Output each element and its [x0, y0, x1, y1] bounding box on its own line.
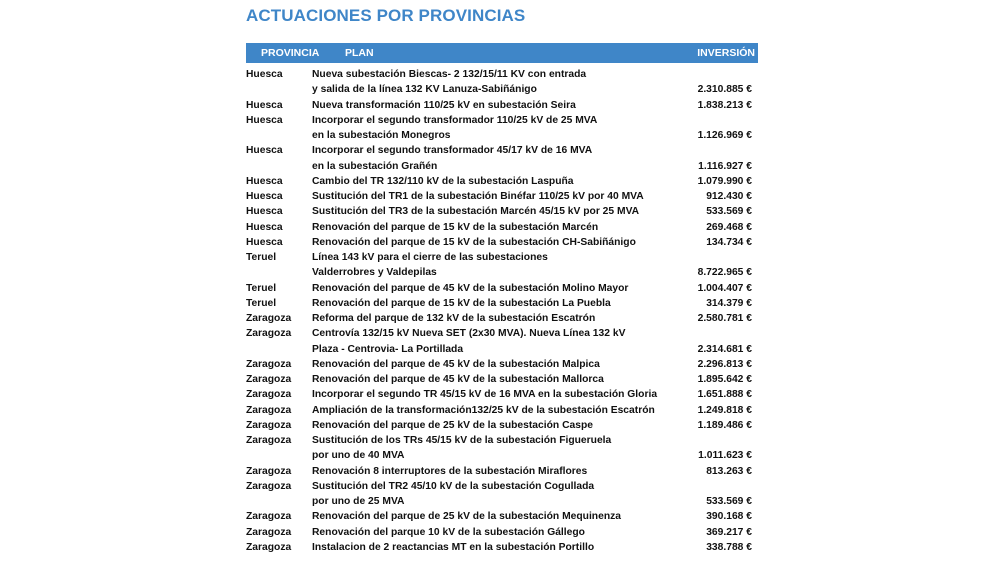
table-row — [246, 143, 758, 174]
row-provincia: Teruel — [246, 297, 277, 309]
row-plan — [312, 326, 672, 357]
row-plan — [312, 403, 672, 418]
plan-line: en la subestación Monegros — [312, 130, 451, 141]
table-row — [246, 311, 758, 326]
table-row — [246, 387, 758, 402]
table-row — [246, 204, 758, 219]
row-provincia: Huesca — [246, 99, 283, 111]
row-plan — [312, 296, 672, 311]
plan-line: Plaza - Centrovia- La Portillada — [312, 343, 464, 355]
plan-line: Sustitución de los TRs 45/15 kV de la subestación Figueruela — [312, 435, 612, 446]
table-row — [246, 357, 758, 372]
plan-line: Cambio del TR 132/110 kV de la subestación Laspuña — [312, 175, 574, 187]
table-row — [246, 433, 758, 464]
table-row — [246, 250, 758, 281]
table-row — [246, 174, 758, 189]
row-inversion: 2.314.681 € — [697, 343, 752, 355]
table-row — [246, 509, 758, 524]
row-provincia: Zaragoza — [246, 526, 292, 538]
row-inversion: 533.569 € — [706, 496, 752, 507]
plan-line: Renovación del parque de 15 kV de la subestación La Puebla — [312, 297, 611, 309]
row-provincia: Zaragoza — [246, 511, 292, 523]
row-provincia: Huesca — [246, 175, 283, 187]
plan-line: Nueva subestación Biescas- 2 132/15/11 KV con entrada — [312, 69, 587, 80]
row-inversion: 8.722.965 € — [697, 267, 752, 279]
row-provincia: Zaragoza — [246, 465, 292, 477]
plan-line: Centrovía 132/15 kV Nueva SET (2x30 MVA). Nueva Línea 132 kV — [312, 328, 626, 340]
plan-line: Renovación del parque de 15 kV de la subestación Marcén — [312, 221, 599, 233]
row-provincia: Zaragoza — [246, 389, 292, 401]
row-plan — [312, 143, 672, 174]
table-row — [246, 326, 758, 357]
plan-line: Línea 143 kV para el cierre de las subestaciones — [312, 252, 548, 263]
plan-line: Sustitución del TR2 45/10 kV de la subestación Cogullada — [312, 480, 595, 492]
table-row — [246, 296, 758, 311]
row-inversion: 269.468 € — [706, 221, 752, 233]
plan-line: Valderrobres y Valdepilas — [312, 267, 437, 279]
header-inversion: INVERSIÓN — [697, 47, 755, 59]
plan-line: Renovación del parque 10 kV de la subestación Gállego — [312, 526, 585, 538]
row-provincia: Huesca — [246, 114, 283, 126]
row-provincia: Huesca — [246, 145, 283, 157]
plan-line: por uno de 40 MVA — [312, 450, 405, 462]
page-title: ACTUACIONES POR PROVINCIAS — [246, 6, 526, 25]
row-inversion: 2.310.885 € — [697, 84, 752, 96]
row-provincia: Zaragoza — [246, 435, 292, 446]
row-plan — [312, 220, 672, 235]
row-inversion: 2.296.813 € — [697, 358, 752, 370]
row-inversion: 1.004.407 € — [697, 282, 752, 294]
row-provincia: Zaragoza — [246, 419, 292, 431]
row-plan — [312, 98, 672, 113]
row-plan — [312, 174, 672, 189]
plan-line: Renovación del parque de 45 kV de la subestación Mallorca — [312, 374, 604, 385]
row-plan — [312, 418, 672, 433]
row-plan — [312, 204, 672, 219]
header-plan: PLAN — [345, 47, 374, 59]
row-inversion: 369.217 € — [706, 526, 752, 538]
row-plan — [312, 113, 672, 144]
table-row — [246, 220, 758, 235]
row-plan — [312, 357, 672, 372]
row-inversion: 1.249.818 € — [697, 404, 752, 416]
row-inversion: 1.838.213 € — [697, 99, 752, 111]
row-plan — [312, 540, 672, 555]
row-inversion: 134.734 € — [706, 236, 752, 248]
table-row — [246, 372, 758, 387]
plan-line: Renovación del parque de 25 kV de la subestación Mequinenza — [312, 511, 621, 523]
row-inversion: 813.263 € — [706, 465, 752, 477]
table-body — [246, 67, 758, 555]
row-provincia: Zaragoza — [246, 480, 292, 492]
table-row — [246, 67, 758, 98]
row-provincia: Zaragoza — [246, 328, 292, 340]
plan-line: Ampliación de la transformación132/25 kV de la subestación Escatrón — [312, 404, 655, 416]
plan-line: Sustitución del TR1 de la subestación Binéfar 110/25 kV por 40 MVA — [312, 191, 644, 202]
row-plan — [312, 311, 672, 326]
row-inversion: 1.651.888 € — [697, 389, 752, 401]
header-provincia: PROVINCIA — [261, 47, 320, 59]
table-row — [246, 403, 758, 418]
plan-line: Sustitución del TR3 de la subestación Marcén 45/15 kV por 25 MVA — [312, 206, 640, 218]
row-provincia: Zaragoza — [246, 374, 292, 385]
row-provincia: Huesca — [246, 236, 283, 248]
table-row — [246, 98, 758, 113]
row-provincia: Zaragoza — [246, 358, 292, 370]
row-inversion: 1.895.642 € — [697, 374, 752, 385]
table-header — [246, 43, 758, 63]
plan-line: Nueva transformación 110/25 kV en subestación Seira — [312, 99, 576, 111]
row-inversion: 1.011.623 € — [698, 450, 752, 462]
plan-line: Incorporar el segundo TR 45/15 kV de 16 MVA en la subestación Gloria — [312, 389, 658, 401]
row-inversion: 1.116.927 € — [698, 160, 752, 172]
row-provincia: Huesca — [246, 206, 283, 218]
row-plan — [312, 525, 672, 540]
row-plan — [312, 509, 672, 524]
plan-line: en la subestación Grañén — [312, 160, 438, 172]
table-row — [246, 479, 758, 510]
row-plan — [312, 250, 672, 281]
row-plan — [312, 464, 672, 479]
row-plan — [312, 479, 672, 510]
plan-line: Renovación del parque de 45 kV de la subestación Malpica — [312, 358, 600, 370]
row-inversion: 1.126.969 € — [697, 130, 752, 141]
row-inversion: 338.788 € — [706, 541, 752, 553]
row-plan — [312, 372, 672, 387]
row-provincia: Zaragoza — [246, 404, 292, 416]
row-plan — [312, 433, 672, 464]
row-provincia: Zaragoza — [246, 313, 292, 324]
row-plan — [312, 189, 672, 204]
plan-line: Renovación del parque de 25 kV de la subestación Caspe — [312, 419, 593, 431]
plan-line: Renovación 8 interruptores de la subestación Miraflores — [312, 465, 588, 477]
plan-line: y salida de la línea 132 KV Lanuza-Sabiñánigo — [312, 84, 537, 96]
row-provincia: Zaragoza — [246, 541, 292, 553]
row-inversion: 314.379 € — [706, 297, 752, 309]
row-inversion: 1.079.990 € — [697, 175, 752, 187]
row-provincia: Teruel — [246, 252, 277, 263]
row-inversion: 912.430 € — [706, 191, 752, 202]
row-provincia: Huesca — [246, 69, 283, 80]
row-inversion: 2.580.781 € — [697, 313, 752, 324]
row-inversion: 533.569 € — [706, 206, 752, 218]
row-plan — [312, 387, 672, 402]
plan-line: Renovación del parque de 45 kV de la subestación Molino Mayor — [312, 282, 629, 294]
row-plan — [312, 281, 672, 296]
table-row — [246, 525, 758, 540]
plan-line: Reforma del parque de 132 kV de la subestación Escatrón — [312, 313, 596, 324]
plan-line: Incorporar el segundo transformador 110/25 kV de 25 MVA — [312, 114, 598, 126]
row-inversion: 390.168 € — [706, 511, 752, 523]
table-row — [246, 464, 758, 479]
table-row — [246, 281, 758, 296]
table-row — [246, 540, 758, 555]
row-provincia: Huesca — [246, 221, 283, 233]
plan-line: Incorporar el segundo transformador 45/17 kV de 16 MVA — [312, 145, 593, 157]
plan-line: por uno de 25 MVA — [312, 496, 405, 507]
row-inversion: 1.189.486 € — [697, 419, 752, 431]
table-row — [246, 113, 758, 144]
plan-line: Renovación del parque de 15 kV de la subestación CH-Sabiñánigo — [312, 236, 636, 248]
row-plan — [312, 67, 672, 98]
table-row — [246, 235, 758, 250]
plan-line: Instalacion de 2 reactancias MT en la subestación Portillo — [312, 541, 595, 553]
row-provincia: Teruel — [246, 282, 277, 294]
row-provincia: Huesca — [246, 191, 283, 202]
table-row — [246, 418, 758, 433]
table-row — [246, 189, 758, 204]
row-plan — [312, 235, 672, 250]
